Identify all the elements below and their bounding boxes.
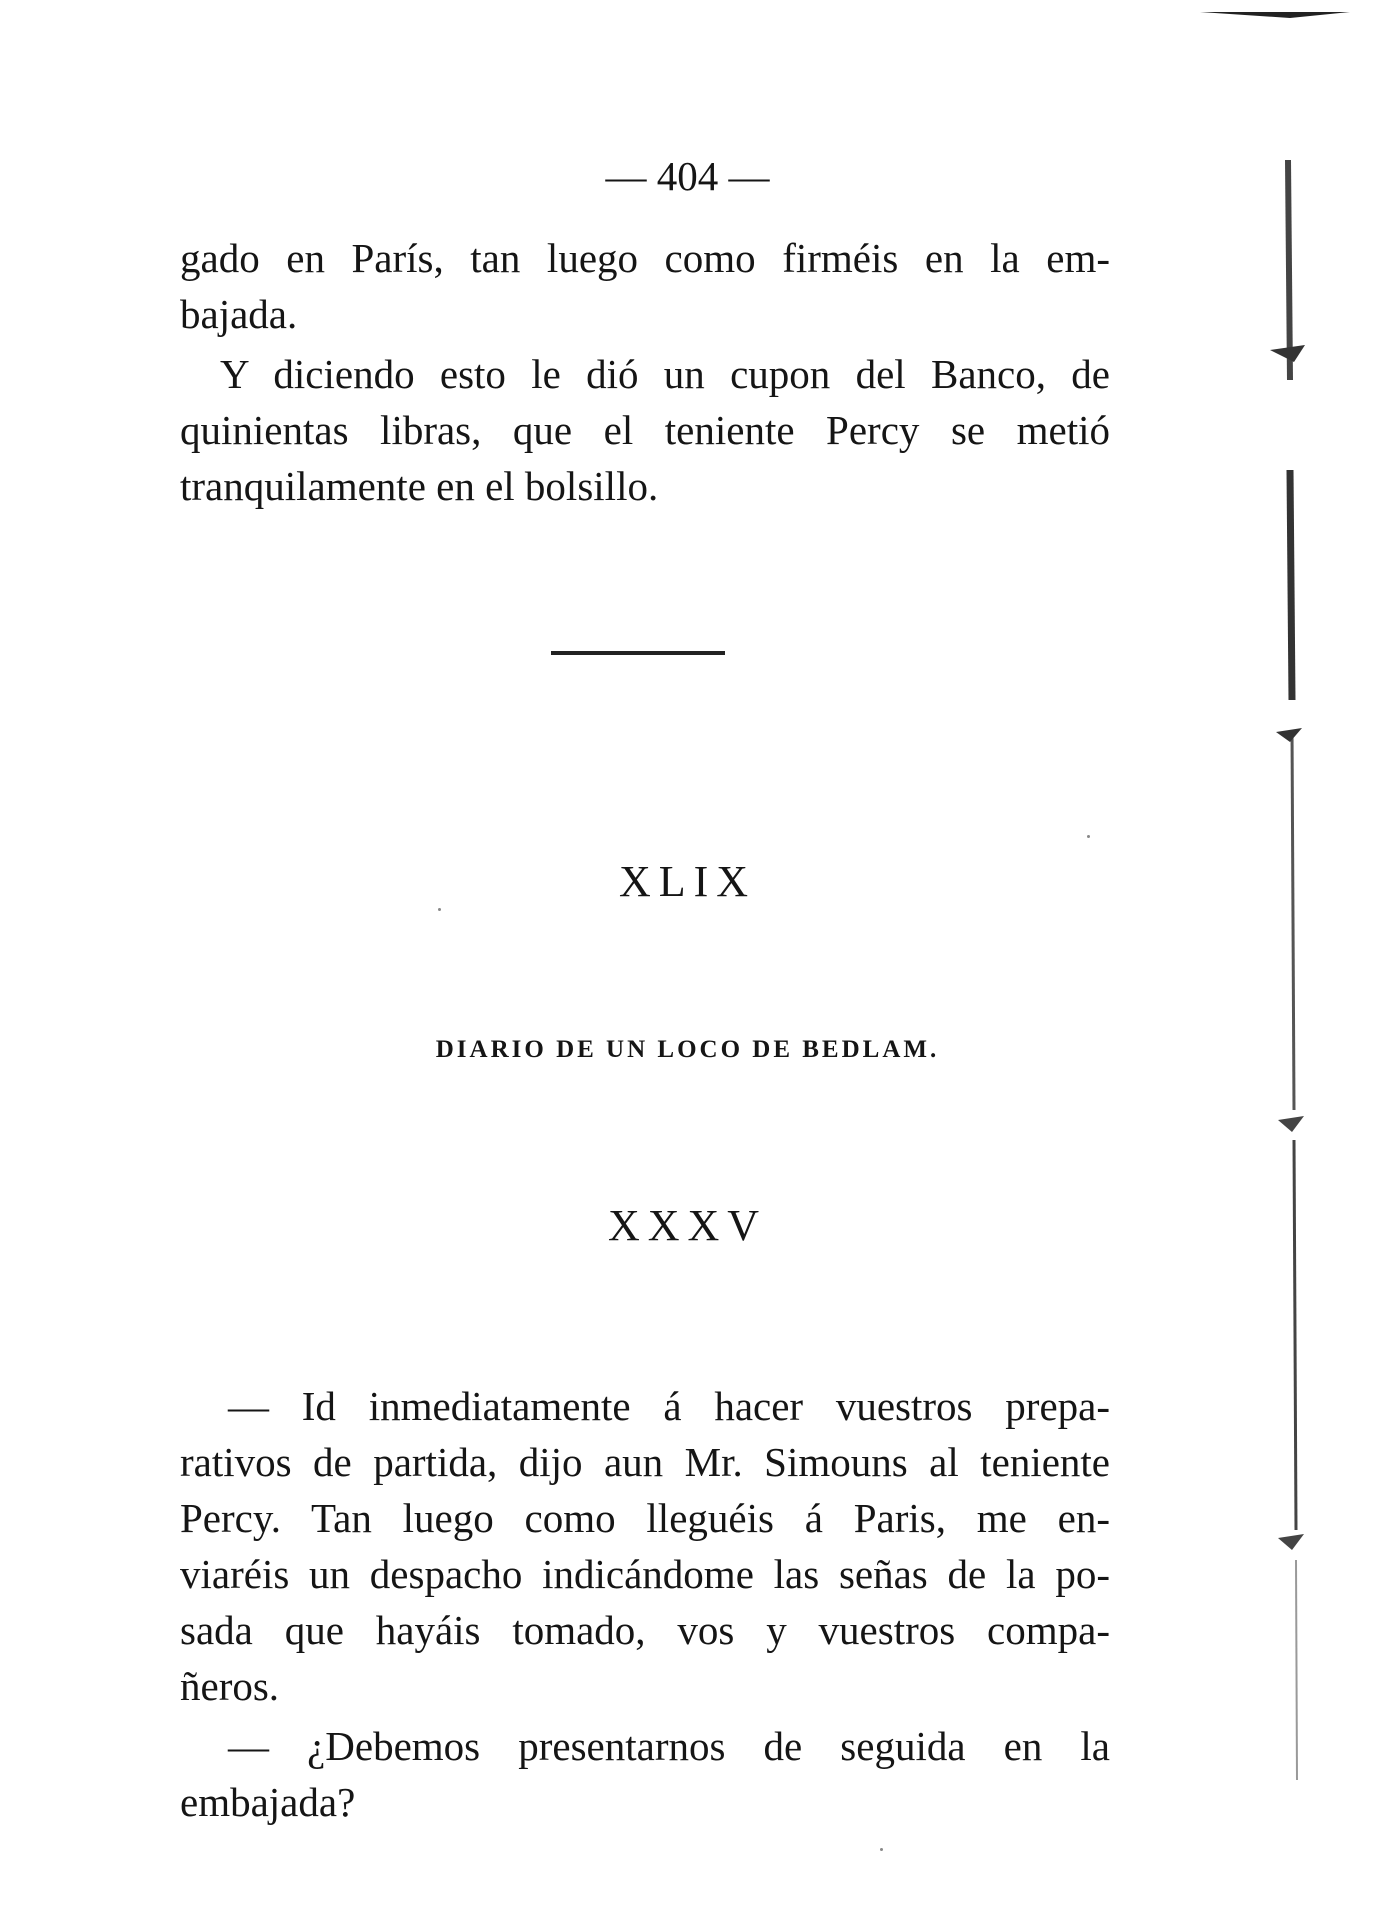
edge-stroke [1294, 1140, 1296, 1530]
edge-mark [1276, 728, 1302, 742]
edge-stroke [1290, 470, 1292, 700]
text-line: — ¿Debemos presentarnos de seguida en la [228, 1723, 1110, 1769]
page-number: — 404 — [605, 153, 770, 199]
paper-speck [880, 1848, 883, 1851]
section-number: XXXV [607, 1201, 768, 1250]
text-line: bajada. [180, 291, 298, 337]
paper-speck [438, 908, 441, 911]
section-divider [551, 651, 725, 655]
text-line: quinientas libras, que el teniente Percy se metió [180, 407, 1110, 453]
text-line: embajada? [180, 1779, 356, 1825]
text-line: Percy. Tan luego como lleguéis á Paris, me en- [180, 1495, 1110, 1541]
top-edge-line [1200, 12, 1350, 18]
text-line: ñeros. [180, 1663, 280, 1709]
text-line: viaréis un despacho indicándome las señas de la po- [180, 1551, 1110, 1597]
binding-edge [1190, 0, 1375, 1910]
chapter-number: XLIX [618, 857, 757, 906]
text-line: — Id inmediatamente á hacer vuestros prepa- [228, 1383, 1110, 1429]
text-line: rativos de partida, dijo aun Mr. Simouns al teniente [180, 1439, 1110, 1485]
text-line: tranquilamente en el bolsillo. [180, 463, 659, 509]
chapter-title: DIARIO DE UN LOCO DE BEDLAM. [435, 1036, 940, 1063]
edge-stroke [1296, 1560, 1297, 1780]
text-line: gado en París, tan luego como firméis en la em- [180, 235, 1110, 281]
edge-stroke [1292, 730, 1294, 1110]
paper-speck [1087, 835, 1090, 838]
edge-stroke [1288, 160, 1290, 380]
text-line: Y diciendo esto le dió un cupon del Banco, de [220, 351, 1110, 397]
text-line: sada que hayáis tomado, vos y vuestros compa- [180, 1607, 1110, 1653]
edge-mark [1278, 1534, 1304, 1550]
edge-mark [1278, 1116, 1304, 1132]
